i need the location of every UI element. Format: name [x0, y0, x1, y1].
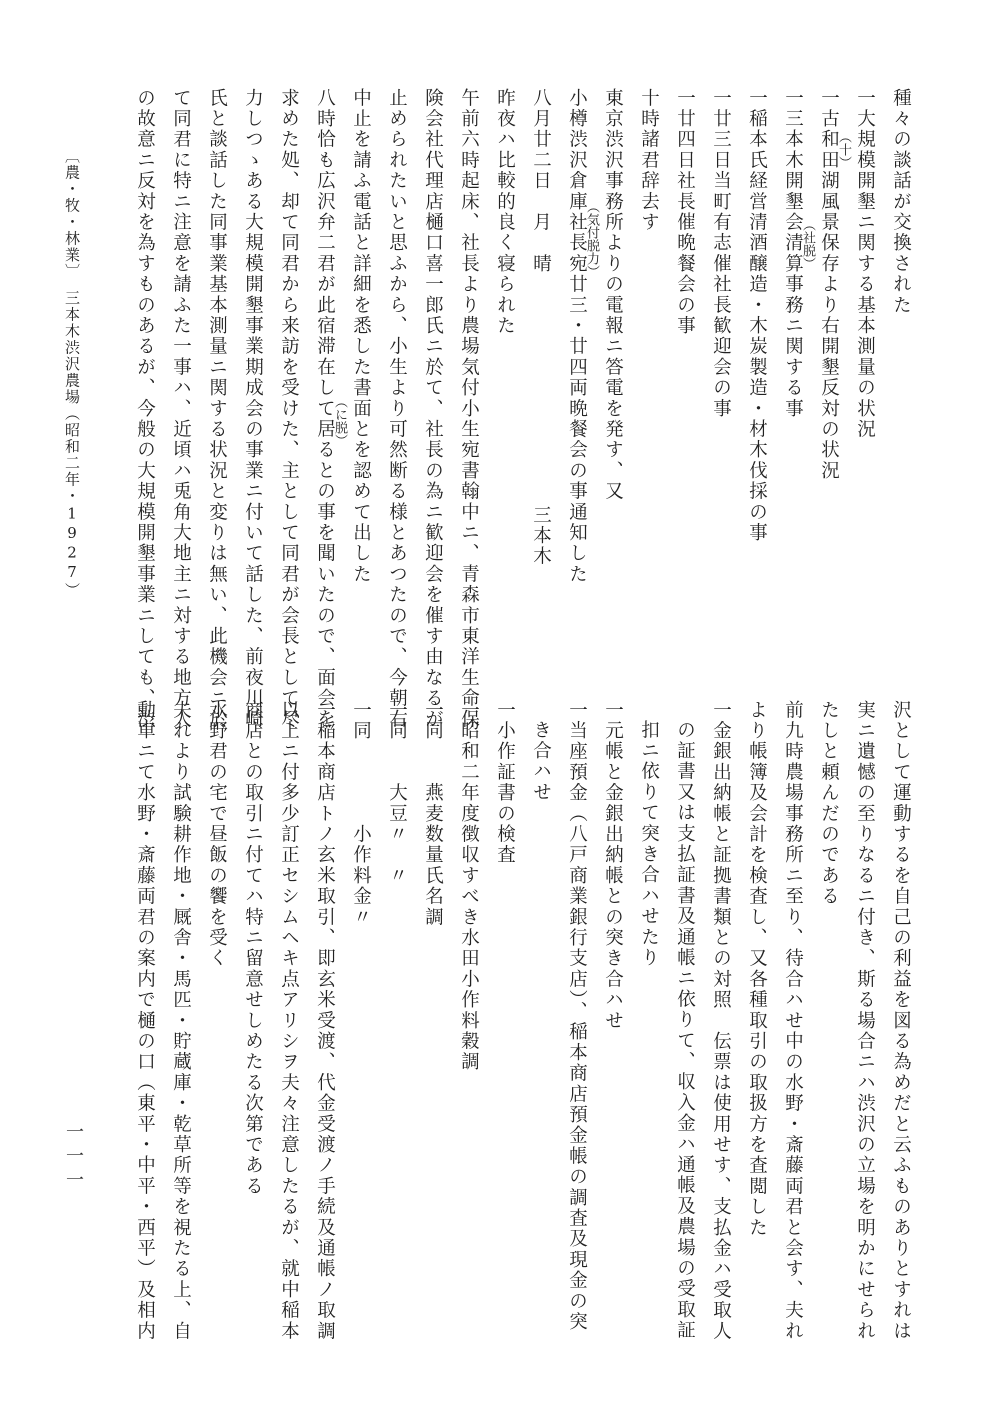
text-line: たしと頼んだのである — [818, 700, 840, 907]
page-number: 一一一 — [63, 1122, 84, 1194]
correction-note: （社脱） — [800, 218, 815, 270]
author-note: 三本木 — [530, 505, 552, 568]
correction-note: （に脱） — [332, 395, 347, 447]
text-line: 商店との取引ニ付てハ特ニ留意せしめたる次第である — [242, 700, 264, 1197]
text-line: 一三本木開墾会清算事務ニ関する事 — [782, 88, 804, 420]
text-line: 種々の談話が交換された — [890, 88, 912, 316]
text-line: 一昭和二年度徴収すべき水田小作料穀調 — [458, 700, 480, 1073]
text-line: 一当座預金（八戸商業銀行支店）、稲本商店預金帳の調査及現金の突 — [566, 700, 588, 1333]
correction-note: （十） — [836, 130, 851, 169]
text-line: 午前六時起床、社長より農場気付小生宛書翰中ニ、青森市東洋生命保 — [458, 88, 480, 730]
running-footer-category: 〔農・牧・林業〕 — [63, 148, 81, 280]
running-footer-title: 三本木渋沢農場（昭和二年・1927） — [63, 290, 81, 599]
text-line: より帳簿及会計を検査し、又各種取引の取扱方を査閲した — [746, 700, 768, 1239]
text-line: 昨夜ハ比較的良く寝られた — [494, 88, 516, 337]
text-line: 前九時農場事務所ニ至り、待合ハせ中の水野・斎藤両君と会す、夫れ — [782, 700, 804, 1342]
text-line: 力しつゝある大規模開墾事業期成会の事業ニ付いて話した、前夜川崎 — [242, 88, 264, 730]
text-line: の証書又は支払証書及通帳ニ依りて、収入金ハ通帳及農場の受取証 — [674, 720, 696, 1341]
text-line: 一稲本氏経営清酒醸造・木炭製造・材木伐採の事 — [746, 88, 768, 544]
text-line: 止められたいと思ふから、小生より可然断る様とあつたので、今朝右 — [386, 88, 408, 730]
text-line: 扣ニ依りて突き合ハせたり — [638, 720, 660, 969]
text-line: 一同 小作料金〃 — [350, 700, 372, 928]
text-line: 一廿三日当町有志催社長歓迎会の事 — [710, 88, 732, 420]
text-line: 東京渋沢事務所よりの電報ニ答電を発す、又 — [602, 88, 624, 502]
text-line: 夫れより試験耕作地・厩舎・馬匹・貯蔵庫・乾草所等を視たる上、自 — [170, 700, 192, 1342]
text-line: 十時諸君辞去す — [638, 88, 660, 233]
text-line: 一元帳と金銀出納帳との突き合ハせ — [602, 700, 624, 1032]
text-line: て同君に特ニ注意を請ふた一事ハ、近頃ハ兎角大地主ニ対する地方人 — [170, 88, 192, 730]
text-line: 水野君の宅で昼飯の饗を受く — [206, 700, 228, 970]
text-line: 実ニ遺憾の至りなるニ付き、斯る場合ニハ渋沢の立場を明かにせられ — [854, 700, 876, 1342]
text-line: 氏と談話した同事業基本測量ニ関する状況と変りは無い、此機会ニ於 — [206, 88, 228, 730]
text-line: 一廿四日社長催晩餐会の事 — [674, 88, 696, 337]
text-line: 一金銀出納帳と証拠書類との対照 伝票は使用せす、支払金ハ受取人 — [710, 700, 732, 1342]
text-line: き合ハせ — [530, 720, 552, 803]
text-line: 一古和田湖風景保存より右開墾反対の状況 — [818, 88, 840, 482]
text-line: 一小作証書の検査 — [494, 700, 516, 866]
text-line: 険会社代理店樋口喜一郎氏ニ於て、社長の為ニ歓迎会を催す由なるが — [422, 88, 444, 730]
text-line: 一大規模開墾ニ関する基本測量の状況 — [854, 88, 876, 440]
text-line: 以上ニ付多少訂正セシムヘキ点アリシヲ夫々注意したるが、就中稲本 — [278, 700, 300, 1342]
text-line: 小樽渋沢倉庫社長宛廿三・廿四両晩餐会の事通知した — [566, 88, 588, 585]
text-line: の故意ニ反対を為すものあるが、今般の大規模開墾事業ニしても、渋 — [134, 88, 156, 730]
text-line: 一同 大豆〃 〃 — [386, 700, 408, 887]
text-line: 中止を請ふ電話と詳細を悉した書面とを認めて出した — [350, 88, 372, 585]
text-line: 求めた処、却て同君から来訪を受けた、主として同君が会長として尽 — [278, 88, 300, 730]
correction-note: （気付脱力） — [584, 200, 599, 278]
text-line: 一同 燕麦数量氏名調 — [422, 700, 444, 928]
text-line: 動車ニて水野・斎藤両君の案内で樋の口（東平・中平・西平）及相内 — [134, 700, 156, 1342]
text-line: 八月廿二日 月 晴 — [530, 88, 552, 275]
text-line: 一稲本商店トノ玄米取引、即玄米受渡、代金受渡ノ手続及通帳ノ取調 — [314, 700, 336, 1342]
text-line: 八時恰も広沢弁二君が此宿滞在して居るとの事を聞いたので、面会を — [314, 88, 336, 730]
text-line: 沢として運動するを自己の利益を図る為めだと云ふものありとすれは — [890, 700, 912, 1342]
